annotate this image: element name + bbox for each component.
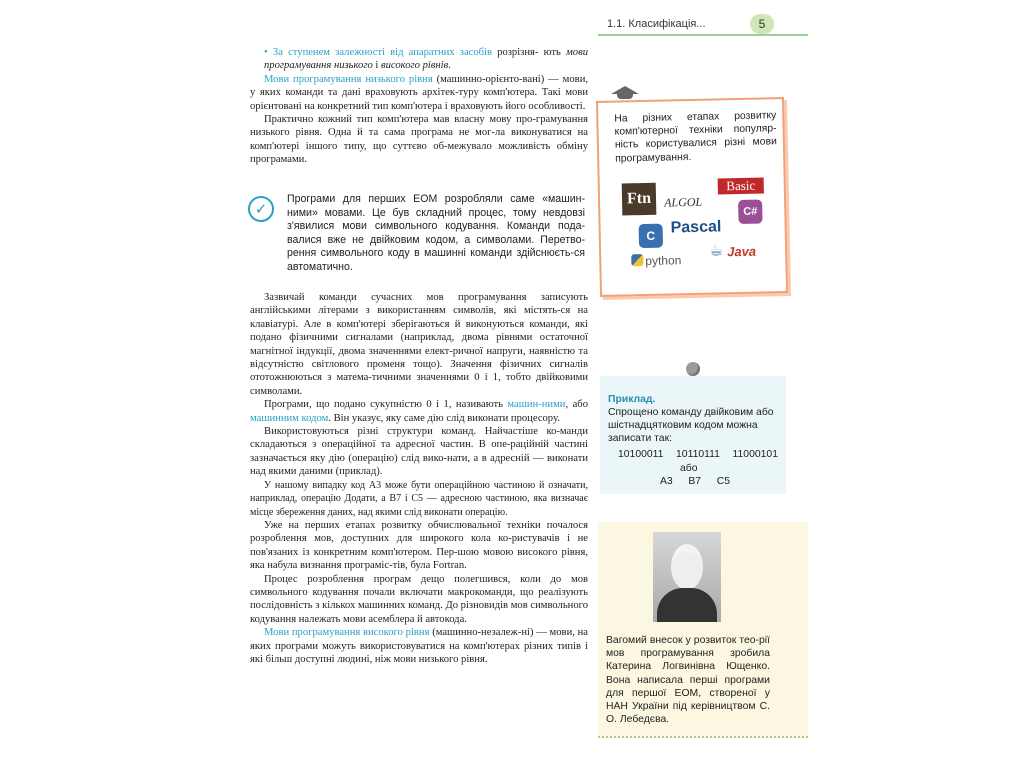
section-title: 1.1. Класифікація... — [607, 18, 706, 30]
hex-row — [660, 475, 730, 488]
first-stages-paragraph: Уже на перших етапах розвитку обчислювальної техніки почалося розроблення мов, доступних для широкого кола ко-ристувачів і не пов'язаних із конкретним комп'ютером. Пер-шою мовою високого рівня, яка набула визнання програміс-тів, була Fortran. — [250, 519, 588, 572]
java-logo: Java — [726, 243, 757, 260]
basic-logo: Basic — [718, 177, 764, 194]
binary-value: 10110111 — [676, 449, 720, 460]
ftn-logo: Ftn — [622, 183, 657, 216]
check-icon: ✓ — [248, 196, 274, 222]
languages-box — [596, 97, 788, 297]
pascal-logo: Pascal — [670, 218, 722, 237]
binary-value: 10100011 — [618, 449, 664, 460]
biography-box — [598, 522, 808, 738]
header-rule — [598, 34, 808, 36]
c-logo: C — [639, 224, 663, 248]
check-callout: Програми для перших ЕОМ розробляли саме «машин-ними» мовами. Це був складний процес, тому невдовзі з'явилися мови символьного кодування. Команди пода-валися вже не двійковим кодом, а символами. Перетво-рення символьного коду в машинні команди здійснюєть-ся автоматично. — [287, 193, 585, 273]
pushpin-icon — [686, 362, 700, 376]
portrait-body — [657, 588, 717, 622]
example-title: Приклад. — [608, 394, 656, 405]
term-hardware-dependence: За ступенем залежності від апаратних засобів — [272, 47, 492, 58]
running-header — [607, 18, 706, 30]
bullet-icon: • — [264, 47, 273, 58]
main-column-2 — [250, 291, 588, 666]
example-text: Спрощено команду двійковим або шістнадцятковим кодом можна записати так: — [608, 407, 774, 445]
biography-text: Вагомий внесок у розвиток тео-рії мов програмування зробила Катерина Логвинівна Ющенко. Вона написала перші програми для першої ЕОМ, створеної у НАН України під керівництвом С. О. Лебедєва. — [606, 635, 770, 726]
python-logo: python — [645, 253, 682, 268]
main-column — [250, 46, 588, 167]
term-high-level: Мови програмування високого рівня — [264, 627, 430, 639]
process-paragraph: Процес розроблення програм дещо полегшився, коли до мов символьного кодування почали включати макрокоманди, що реалізують послідовність з кількох машинних команд. До різновидів мов символьного кодування належать мови асемблера й автокода. — [250, 573, 588, 625]
binary-row — [618, 448, 778, 461]
example-box — [600, 376, 786, 494]
low-level-paragraph: Мови програмування низького рівня (машинно-орієнто-вані) — мови, у яких команди та дані враховують архітек-туру комп'ютера. Такі мови орієнтовані на конкретний тип комп'ютера і враховують його особливості. — [250, 73, 589, 112]
high-level-paragraph: Мови програмування високого рівня (машинно-незалеж-ні) — мови, на яких програми можуть використовуватися на комп'ютерах різних типів і які більш доступні людині, ніж мови низького рівня. — [250, 627, 588, 665]
algol-logo: ALGOL — [663, 194, 703, 210]
hex-value: С5 — [716, 476, 730, 487]
commands-paragraph: Зазвичай команди сучасних мов програмування записують англійськими літерами з використанням символів, які містять-ся на клавіатурі. Але в комп'ютері зберігаються й виконуються команди, які подано фізичними сигналами (наприклад, двома рівнями остаточної магнітної індукції, двома значеннями елект-ричної напруги, наявністю та відсутністю світлового променя тощо). Значення фізичних сигналів ототожнюються з матема-тичними значеннями 0 і 1, тобто двійковими символами. — [250, 292, 588, 397]
logos-area — [622, 177, 774, 280]
languages-box-text: На різних етапах розвитку комп'ютерної техніки популяр-ність користувалися різні мови програмування. — [614, 110, 777, 165]
term-low-level: Мови програмування низького рівня — [264, 73, 433, 85]
practical-paragraph: Практично кожний тип комп'ютера мав власну мову про-грамування низького рівня. Одна й та сама програма не мог-ла виконуватися на комп'ютері іншого типу, що суттєво об-межувало можливість обміну програмами. — [250, 114, 588, 166]
machine-code-paragraph: Програми, що подано сукупністю 0 і 1, називають машин-ними, або машинним кодом. Він указує, яку саме дію слід виконати процесору. — [250, 399, 588, 424]
example-explanation-paragraph: У нашому випадку код А3 може бути операційною частиною й означати, наприклад, операцію Додати, а В7 і С5 — адресною частиною, яка визначає місце збереження даних, над якими слід виконати операцію. — [250, 479, 588, 518]
graduation-cap-base — [617, 93, 633, 99]
page-number: 5 — [750, 14, 774, 34]
term-machine-code: машинним кодом — [250, 412, 329, 424]
hex-value: В7 — [688, 476, 702, 487]
csharp-logo: C# — [738, 200, 762, 224]
portrait-head — [671, 544, 703, 590]
hex-value: А3 — [660, 476, 673, 487]
or-label: або — [680, 463, 698, 474]
term-machine: машин-ними — [507, 399, 566, 411]
bullet-paragraph: • За ступенем залежності від апаратних засобів розрізня- ють мови програмування низького і високого рівнів. — [264, 47, 589, 72]
java-icon: ☕ — [708, 240, 724, 260]
python-icon — [631, 254, 643, 266]
structures-paragraph: Використовуються різні структури команд. Найчастіше ко-манди складаються з операційної та адресної частин. В опе-раційній частині зазначається яку дію (операцію) слід вико-нати, а в адресній — виконати над якими даними (приклад). — [250, 426, 588, 478]
portrait-photo — [653, 532, 721, 622]
binary-value: 11000101 — [732, 449, 778, 460]
